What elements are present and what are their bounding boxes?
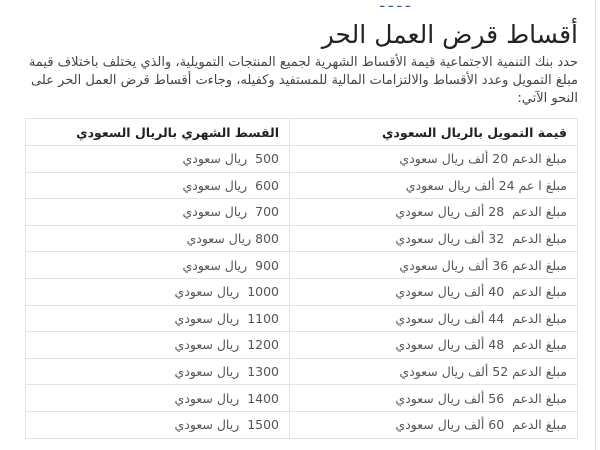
table-row [26, 225, 578, 252]
financing-amount-cell: مبلغ الدعم 40 ألف ريال سعودي [290, 278, 578, 305]
table-header-row [26, 119, 578, 146]
header-financing-amount: قيمة التمويل بالريال السعودي [290, 119, 578, 146]
monthly-installment-cell: 500 ريال سعودي [26, 146, 290, 173]
table-row [26, 305, 578, 332]
table-row [26, 252, 578, 279]
financing-amount-cell: مبلغ الدعم 52 ألف ريال سعودي [290, 358, 578, 385]
financing-amount-cell: مبلغ الدعم 56 ألف ريال سعودي [290, 385, 578, 412]
financing-amount-cell: مبلغ الدعم 60 ألف ريال سعودي [290, 411, 578, 438]
monthly-installment-cell: 600 ريال سعودي [26, 172, 290, 199]
financing-amount-cell: مبلغ ا عم 24 ألف ريال سعودي [290, 172, 578, 199]
table-row [26, 278, 578, 305]
financing-amount-cell: مبلغ الدعم 20 ألف ريال سعودي [290, 146, 578, 173]
financing-amount-cell: مبلغ الدعم 28 ألف ريال سعودي [290, 199, 578, 226]
table-row [26, 385, 578, 412]
table-row [26, 411, 578, 438]
monthly-installment-cell: 1300 ريال سعودي [26, 358, 290, 385]
monthly-installment-cell: 1100 ريال سعودي [26, 305, 290, 332]
financing-amount-cell: مبلغ الدعم 48 ألف ريال سعودي [290, 332, 578, 359]
monthly-installment-cell: 700 ريال سعودي [26, 199, 290, 226]
intro-paragraph: حدد بنك التنمية الاجتماعية قيمة الأقساط الشهرية لجميع المنتجات التمويلية، والذي يختلف باختلاف قيمة مبلغ التمويل وعدد الأقساط والالتزامات المالية للمستفيد وكفيله، وجاءت أقساط قرض العمل الحر على النحو الآتي: [28, 55, 578, 106]
installments-table [25, 118, 578, 439]
top-cut-text: ـ ـ ـ ـ [380, 0, 410, 11]
monthly-installment-cell: 1000 ريال سعودي [26, 278, 290, 305]
financing-amount-cell: مبلغ الدعم 36 ألف ريال سعودي [290, 252, 578, 279]
monthly-installment-cell: 1400 ريال سعودي [26, 385, 290, 412]
table-row [26, 172, 578, 199]
page-title: أقساط قرض العمل الحر [321, 20, 578, 49]
monthly-installment-cell: 1200 ريال سعودي [26, 332, 290, 359]
financing-amount-cell: مبلغ الدعم 44 ألف ريال سعودي [290, 305, 578, 332]
table-row [26, 146, 578, 173]
table-row [26, 332, 578, 359]
page-border [595, 0, 596, 450]
monthly-installment-cell: 1500 ريال سعودي [26, 411, 290, 438]
table-row [26, 358, 578, 385]
monthly-installment-cell: 900 ريال سعودي [26, 252, 290, 279]
table-row [26, 199, 578, 226]
monthly-installment-cell: 800 ريال سعودي [26, 225, 290, 252]
financing-amount-cell: مبلغ الدعم 32 ألف ريال سعودي [290, 225, 578, 252]
header-monthly-installment: القسط الشهري بالريال السعودي [26, 119, 290, 146]
